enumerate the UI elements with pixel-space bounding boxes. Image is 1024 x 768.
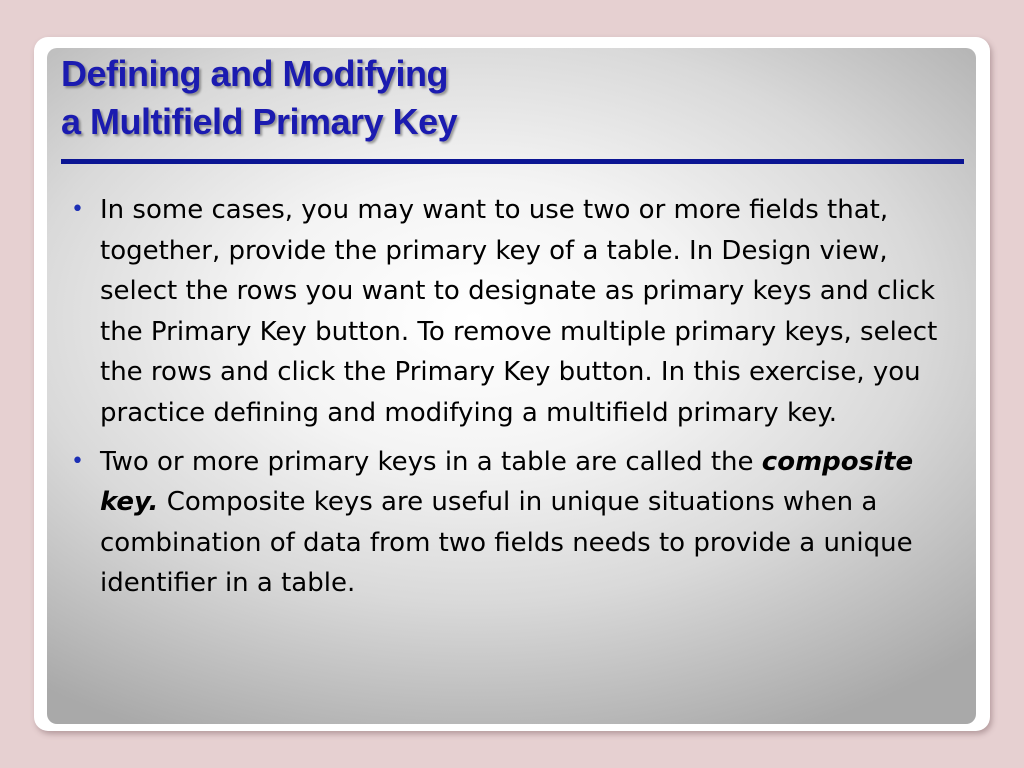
bullet-icon: • [71,197,84,222]
title-line-1: Defining and Modifying [61,53,448,94]
slide [47,48,976,724]
bullet-text-end: Composite keys are useful in unique situations when a combination of data from two fields needs to provide a unique identifier in a table. [100,487,913,599]
bullet-item-2 [71,442,961,604]
bullet-icon: • [71,448,84,474]
title-line-2: a Multifield Primary Key [61,101,458,142]
composite-key-term: composite key. [100,446,914,518]
bullet-item-1 [71,190,961,434]
bullet-list [71,190,961,612]
title-divider [61,159,964,164]
slide-title [61,50,457,146]
bullet-text-start: Two or more primary keys in a table are called the [100,446,762,477]
bullet-text: In some cases, you may want to use two or more fields that, together, provide the primary key of a table. In Design view, select the rows you want to designate as primary keys and click the Primary Key button. To remove multiple primary keys, select the rows and click the Primary Key button. In this exercise, you practice defining and modifying a multifield primary key. [100,195,938,428]
